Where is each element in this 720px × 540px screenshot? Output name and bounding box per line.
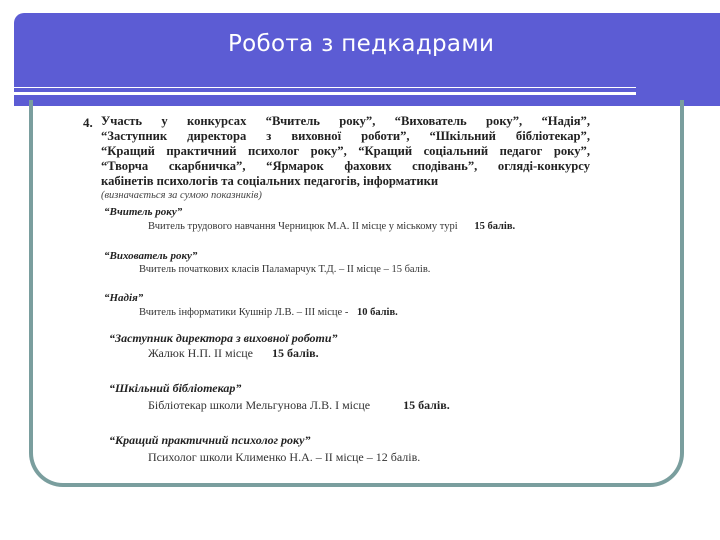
item-line: “Творча скарбничка”, “Ярмарок фахових сподівань”, огляді-конкурсу — [101, 159, 590, 173]
result-line — [148, 450, 420, 465]
header-divider-thin — [14, 87, 636, 88]
result-points: 15 балів. — [272, 346, 319, 360]
item-number: 4. — [83, 115, 93, 130]
result-text: Вчитель інформатики Кушнір Л.В. – III місце - — [139, 307, 349, 318]
slide-title: Робота з педкадрами — [228, 31, 495, 57]
result-line — [139, 264, 430, 275]
result-text: Жалюк Н.П. II місце — [148, 346, 253, 360]
result-line — [148, 398, 450, 413]
result-category: “Кращий практичний психолог року” — [109, 433, 311, 447]
item-line: “Кращий практичний психолог року”, “Кращий соціальний педагог року”, — [101, 144, 590, 158]
result-category: “Заступник директора з виховної роботи” — [109, 331, 338, 345]
item-line: кабінетів психологів та соціальних педагогів, інформатики — [101, 174, 439, 188]
header-divider-thick — [14, 92, 636, 95]
result-text: Вчитель трудового навчання Черницюк М.А. II місце у міському турі — [148, 221, 458, 232]
result-category: “Шкільний бібліотекар” — [109, 381, 242, 395]
result-text: Вчитель початкових класів Паламарчук Т.Д. – II місце – 15 балів. — [139, 264, 431, 275]
result-points: 15 балів. — [403, 398, 450, 412]
result-points: 15 балів. — [474, 221, 516, 232]
result-line — [139, 307, 398, 318]
item-line: Участь у конкурсах “Вчитель року”, “Вихователь року”, “Надія”, — [101, 114, 590, 128]
result-category: “Вихователь року” — [104, 250, 198, 262]
result-text: Бібліотекар школи Мельгунова Л.В. I місце — [148, 398, 371, 412]
result-text: Психолог школи Клименко Н.А. – II місце – 12 балів. — [148, 450, 421, 464]
result-line — [148, 221, 515, 232]
result-category: “Вчитель року” — [104, 206, 183, 218]
scoring-note: (визначається за сумою показників) — [101, 190, 262, 201]
result-category: “Надія” — [104, 292, 144, 304]
item-line: “Заступник директора з виховної роботи”, “Шкільний бібліотекар”, — [101, 129, 590, 143]
result-points: 10 балів. — [356, 307, 398, 318]
result-line — [148, 346, 319, 361]
